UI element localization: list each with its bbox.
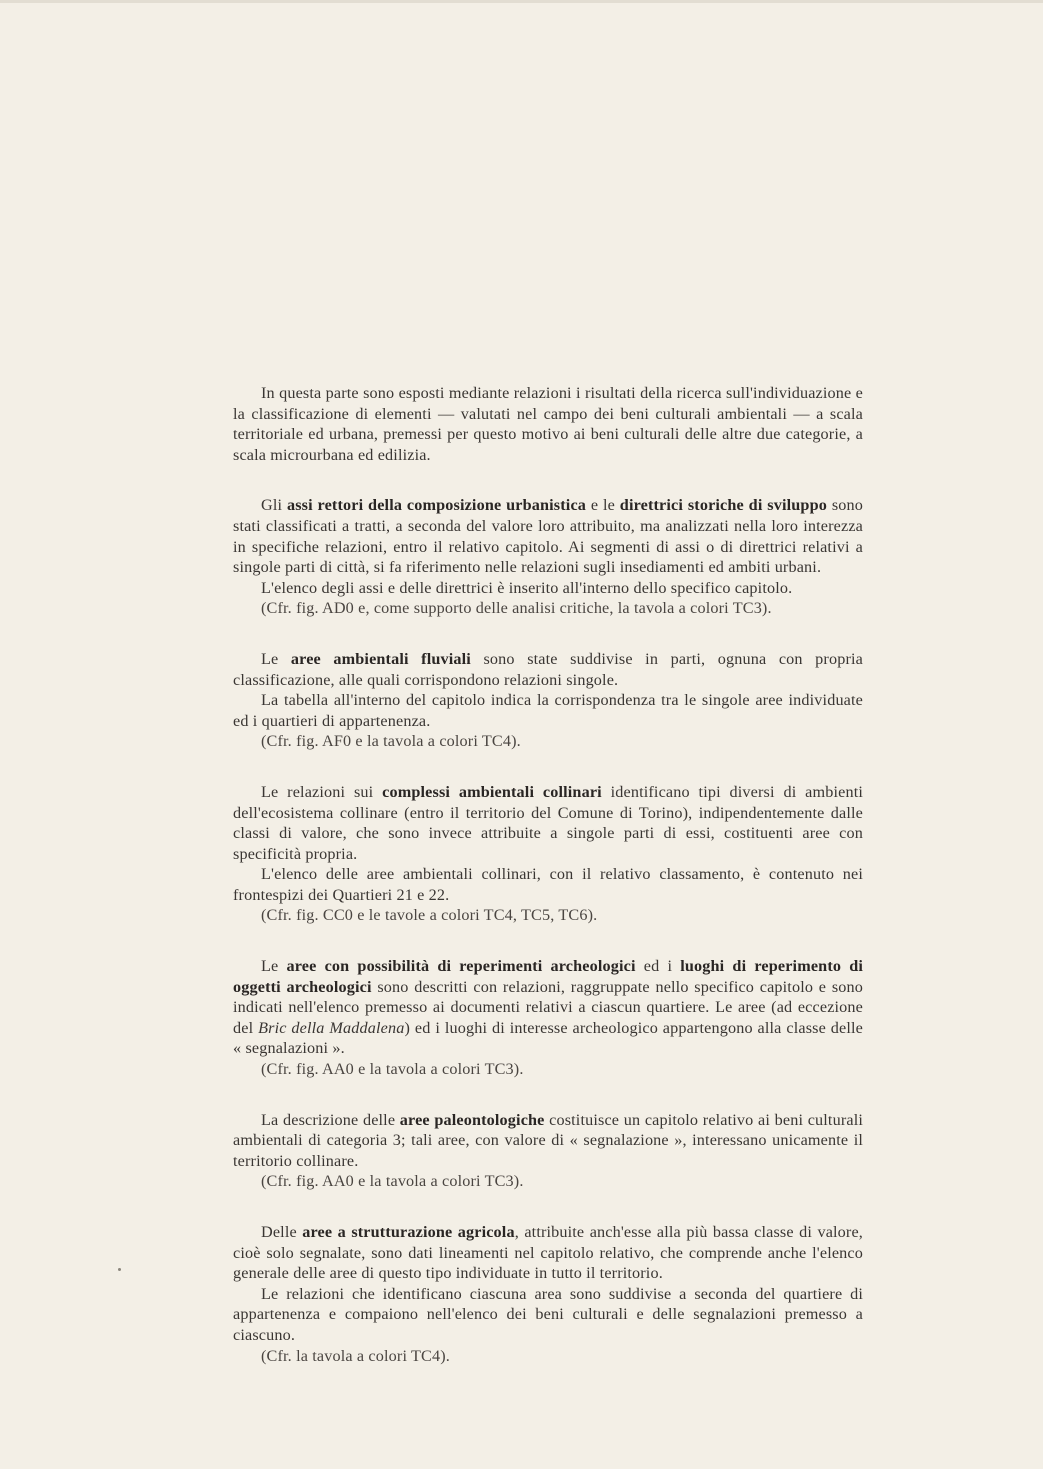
figure-reference: (Cfr. fig. AA0 e la tavola a colori TC3). bbox=[261, 1172, 524, 1191]
paragraph-line bbox=[233, 495, 863, 577]
figure-reference: (Cfr. la tavola a colori TC4). bbox=[261, 1346, 450, 1365]
bold-term: complessi ambientali collinari bbox=[382, 782, 602, 801]
body-text: sono stati classificati a tratti, a seconda del valore loro attribuito, ma analizzati nella loro interezza in specifiche relazioni, entro il relativo capitolo. Ai segmenti di assi o di direttrici relativi a singole parti di città, si fa riferimento nelle relazioni sugli insediamenti ed ambiti urbani. bbox=[233, 496, 863, 577]
figure-reference: (Cfr. fig. AA0 e la tavola a colori TC3). bbox=[261, 1060, 524, 1079]
bold-term: direttrici storiche di sviluppo bbox=[619, 496, 827, 515]
paragraph bbox=[233, 649, 863, 752]
paragraph-line bbox=[233, 383, 863, 465]
figure-reference: (Cfr. fig. AD0 e, come supporto delle analisi critiche, la tavola a colori TC3). bbox=[261, 599, 772, 618]
paragraph bbox=[233, 956, 863, 1080]
bold-term: assi rettori della composizione urbanistica bbox=[286, 496, 587, 515]
paragraph bbox=[233, 1222, 863, 1366]
body-text: Le bbox=[261, 649, 291, 668]
paragraph bbox=[233, 782, 863, 926]
body-text: La tabella all'interno del capitolo indica la corrispondenza tra le singole aree individuate ed i quartieri di appartenenza. bbox=[233, 691, 863, 730]
page-top-edge bbox=[0, 0, 1043, 3]
body-text: ed i bbox=[635, 957, 681, 976]
paragraph-line bbox=[233, 578, 863, 599]
paragraph bbox=[233, 383, 863, 465]
body-text: Le relazioni sui bbox=[261, 782, 383, 801]
body-text: L'elenco degli assi e delle direttrici è inserito all'interno dello specifico capitolo. bbox=[261, 578, 793, 597]
document-body bbox=[233, 383, 863, 1396]
paragraph bbox=[233, 495, 863, 619]
paragraph-line bbox=[233, 1110, 863, 1172]
paragraph-line bbox=[233, 649, 863, 690]
body-text: ) ed i luoghi di interesse archeologico appartengono alla classe delle « segnalazioni ». bbox=[233, 1018, 863, 1058]
body-text: Gli bbox=[261, 496, 287, 515]
bold-term: luoghi di reperimento di oggetti archeologici bbox=[233, 957, 864, 996]
paragraph-line bbox=[233, 782, 863, 864]
figure-reference: (Cfr. fig. AF0 e la tavola a colori TC4). bbox=[261, 732, 521, 751]
figure-reference: (Cfr. fig. CC0 e le tavole a colori TC4, TC5, TC6). bbox=[261, 906, 598, 925]
italic-term: Bric della Maddalena bbox=[258, 1018, 405, 1037]
paragraph-line bbox=[233, 1284, 863, 1346]
body-text: costituisce un capitolo relativo ai beni culturali ambientali di categoria 3; tali aree, con valore di « segnalazione », interessano unicamente il territorio collinare. bbox=[233, 1110, 863, 1170]
body-text: L'elenco delle aree ambientali collinari, con il relativo classamento, è contenuto nei frontespizi dei Quartieri 21 e 22. bbox=[233, 865, 863, 904]
bold-term: aree ambientali fluviali bbox=[290, 649, 471, 668]
paragraph-line bbox=[233, 1222, 863, 1284]
body-text: In questa parte sono esposti mediante relazioni i risultati della ricerca sull'individuazione e la classificazione di elementi — valutati nel campo dei beni culturali ambientali — a scala territoriale ed urbana, premessi per questo motivo ai beni culturali delle altre due categorie, a scala microurbana ed edilizia. bbox=[233, 384, 863, 464]
paragraph-line bbox=[233, 690, 863, 731]
paragraph-line bbox=[233, 956, 863, 1059]
body-text: La descrizione delle bbox=[261, 1110, 400, 1129]
body-text: e le bbox=[586, 496, 620, 515]
body-text: sono descritti con relazioni, raggruppate nello specifico capitolo e sono indicati nell'elenco premesso ai documenti relativi a ciascun quartiere. Le aree (ad eccezione del bbox=[233, 977, 864, 1037]
body-text: Le bbox=[261, 957, 287, 976]
paragraph bbox=[233, 1110, 863, 1192]
bold-term: aree con possibilità di reperimenti archeologici bbox=[286, 957, 636, 976]
body-text: sono state suddivise in parti, ognuna con propria classificazione, alle quali corrispondono relazioni singole. bbox=[233, 649, 863, 689]
body-text: identificano tipi diversi di ambienti dell'ecosistema collinare (entro il territorio del Comune di Torino), indipendentemente dalle classi di valore, che sono invece attribuite a singole parti di essi, costituenti aree con specificità propria. bbox=[233, 782, 864, 863]
body-text: Delle bbox=[261, 1223, 303, 1241]
paper-speck bbox=[118, 1268, 121, 1271]
paragraph-line bbox=[233, 864, 863, 905]
bold-term: aree paleontologiche bbox=[399, 1110, 545, 1129]
body-text: Le relazioni che identificano ciascuna area sono suddivise a seconda del quartiere di appartenenza e compaiono nell'elenco dei beni culturali e delle segnalazioni premesso a ciascuno. bbox=[233, 1284, 863, 1344]
body-text: , attribuite anch'esse alla più bassa classe di valore, cioè solo segnalate, sono dati lineamenti nel capitolo relativo, che comprende anche l'elenco generale delle aree di questo tipo individuate in tutto il territorio. bbox=[233, 1223, 863, 1283]
bold-term: aree a strutturazione agricola bbox=[302, 1223, 515, 1241]
